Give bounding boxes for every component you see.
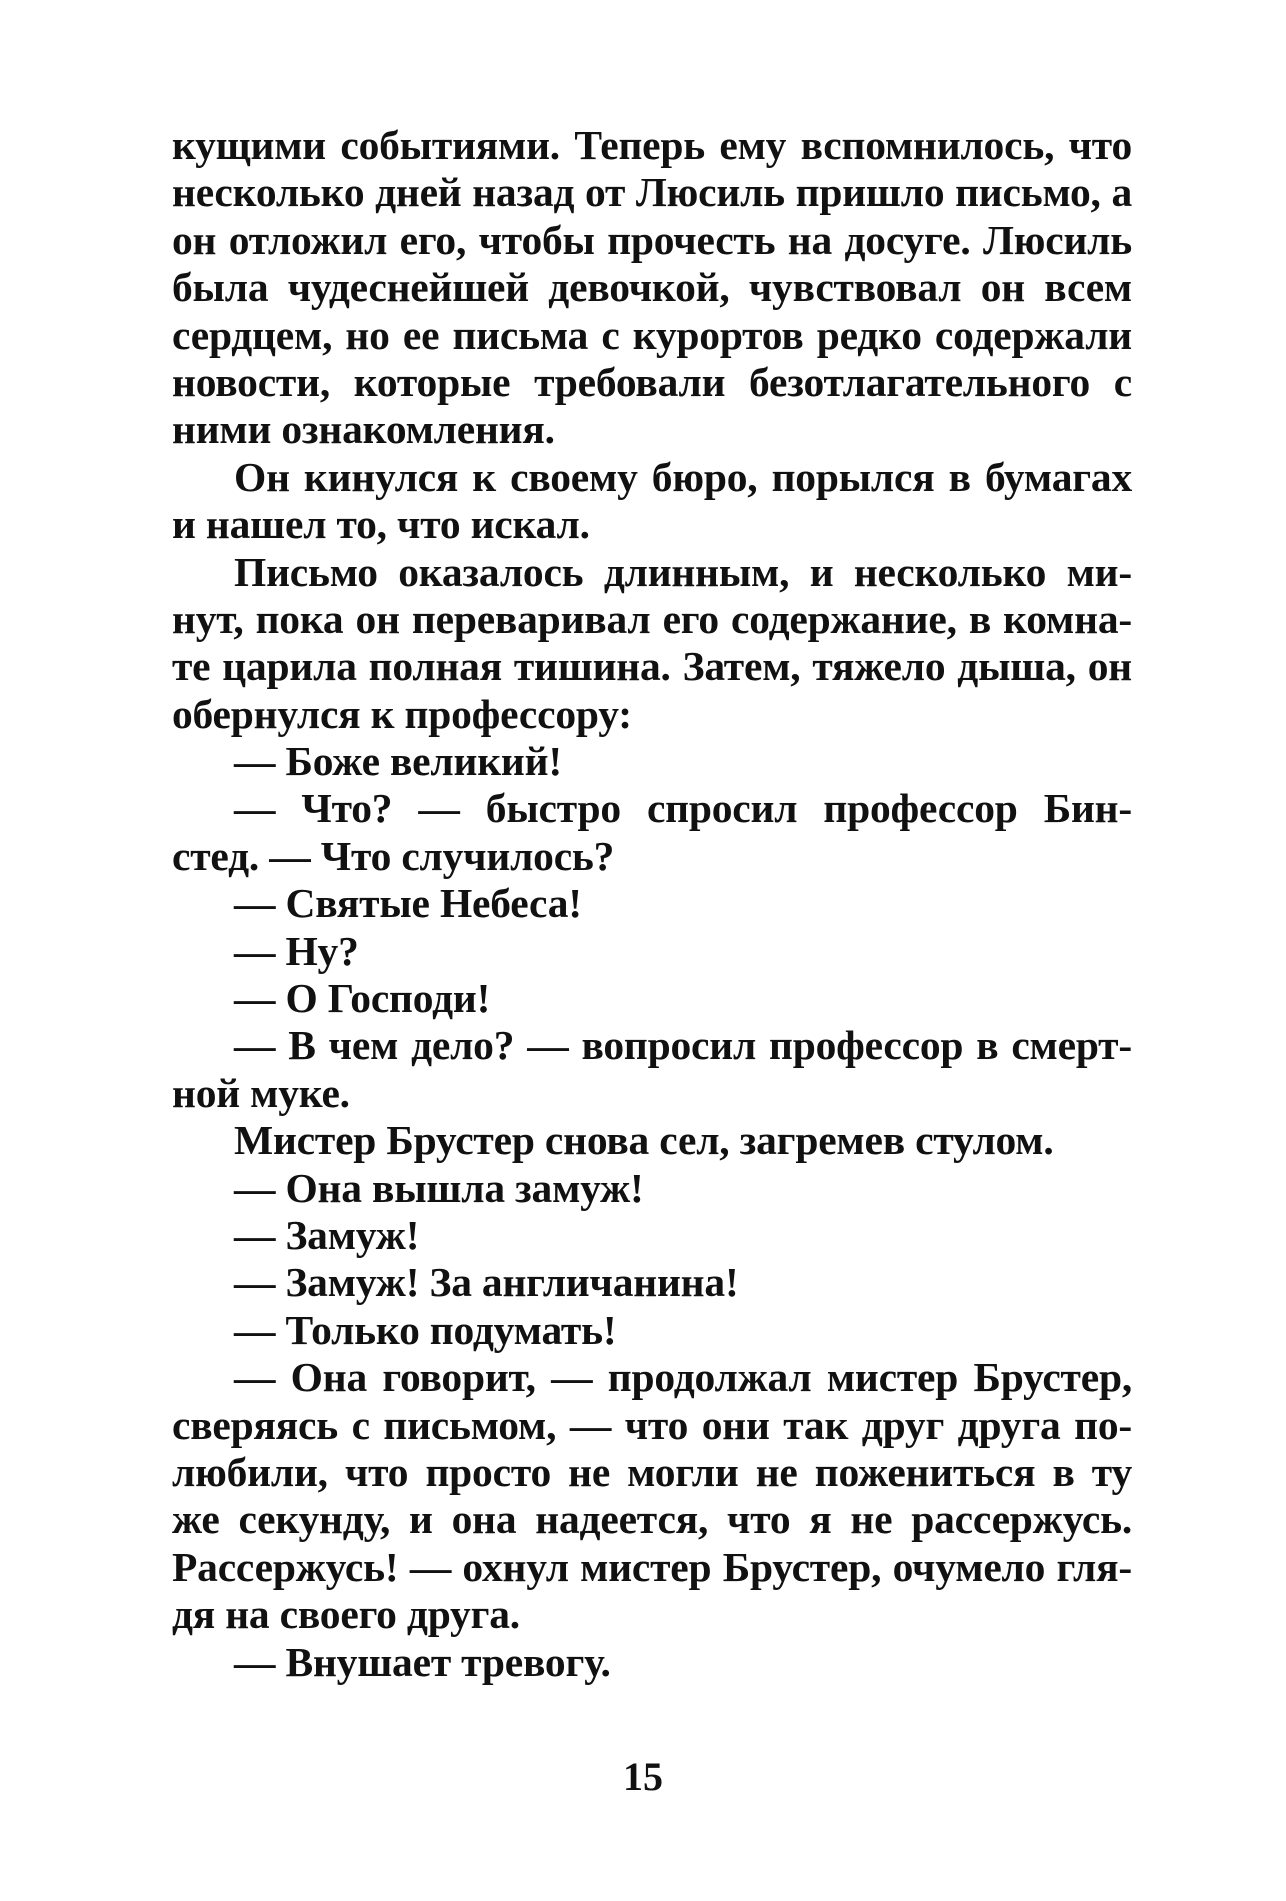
text-line: Мистер Брустер снова сел, загремев стулом. (234, 1117, 1054, 1164)
text-line: сердцем, но ее письма с курортов редко содержали (172, 311, 1132, 358)
text-line: Письмо оказалось длинным, и несколько ми- (234, 548, 1132, 595)
text-line: любили, что просто не могли не пожениться в ту (172, 1448, 1132, 1495)
text-line: — Ну? (234, 927, 359, 974)
text-line: кущими событиями. Теперь ему вспомнилось, что (172, 122, 1132, 168)
text-line: — Она вышла замуж! (234, 1164, 644, 1211)
text-line: ними ознакомления. (172, 406, 555, 453)
page-number: 15 (623, 1754, 663, 1799)
text-line: стед. — Что случилось? (172, 832, 615, 879)
text-line: и нашел то, что искал. (172, 501, 590, 548)
text-line: — В чем дело? — вопросил профессор в смерт- (234, 1022, 1132, 1069)
text-line: — Она говорит, — продолжал мистер Брустер, (234, 1354, 1132, 1401)
text-line: Рассержусь! — охнул мистер Брустер, очумело гля- (172, 1543, 1132, 1590)
text-line: он отложил его, чтобы прочесть на досуге. Люсиль (172, 216, 1132, 263)
text-line: — Боже великий! (234, 738, 562, 785)
text-line: те царила полная тишина. Затем, тяжело дыша, он (172, 643, 1132, 690)
text-line: ной муке. (172, 1069, 350, 1116)
text-line: дя на своего друга. (172, 1591, 520, 1638)
text-line: — О Господи! (234, 975, 491, 1022)
text-line: нут, пока он переваривал его содержание, в комна- (172, 595, 1132, 642)
text-line: Он кинулся к своему бюро, порылся в бумагах (234, 453, 1132, 500)
text-line: — Святые Небеса! (234, 880, 582, 927)
text-line: была чудеснейшей девочкой, чувствовал он всем (172, 264, 1132, 311)
text-line: — Замуж! (234, 1211, 420, 1258)
text-line: сверяясь с письмом, — что они так друг друга по- (172, 1401, 1132, 1448)
text-line: — Внушает тревогу. (234, 1638, 611, 1685)
text-line: — Замуж! За англичанина! (234, 1259, 739, 1306)
text-line: — Только подумать! (234, 1306, 617, 1353)
text-line: же секунду, и она надеется, что я не рассержусь. (172, 1496, 1132, 1543)
text-line: несколько дней назад от Люсиль пришло письмо, а (172, 169, 1132, 216)
text-line: — Что? — быстро спросил профессор Бин- (234, 785, 1132, 832)
text-line: новости, которые требовали безотлагательного с (172, 358, 1132, 405)
body-text (172, 122, 1132, 1686)
text-line: обернулся к профессору: (172, 690, 632, 737)
